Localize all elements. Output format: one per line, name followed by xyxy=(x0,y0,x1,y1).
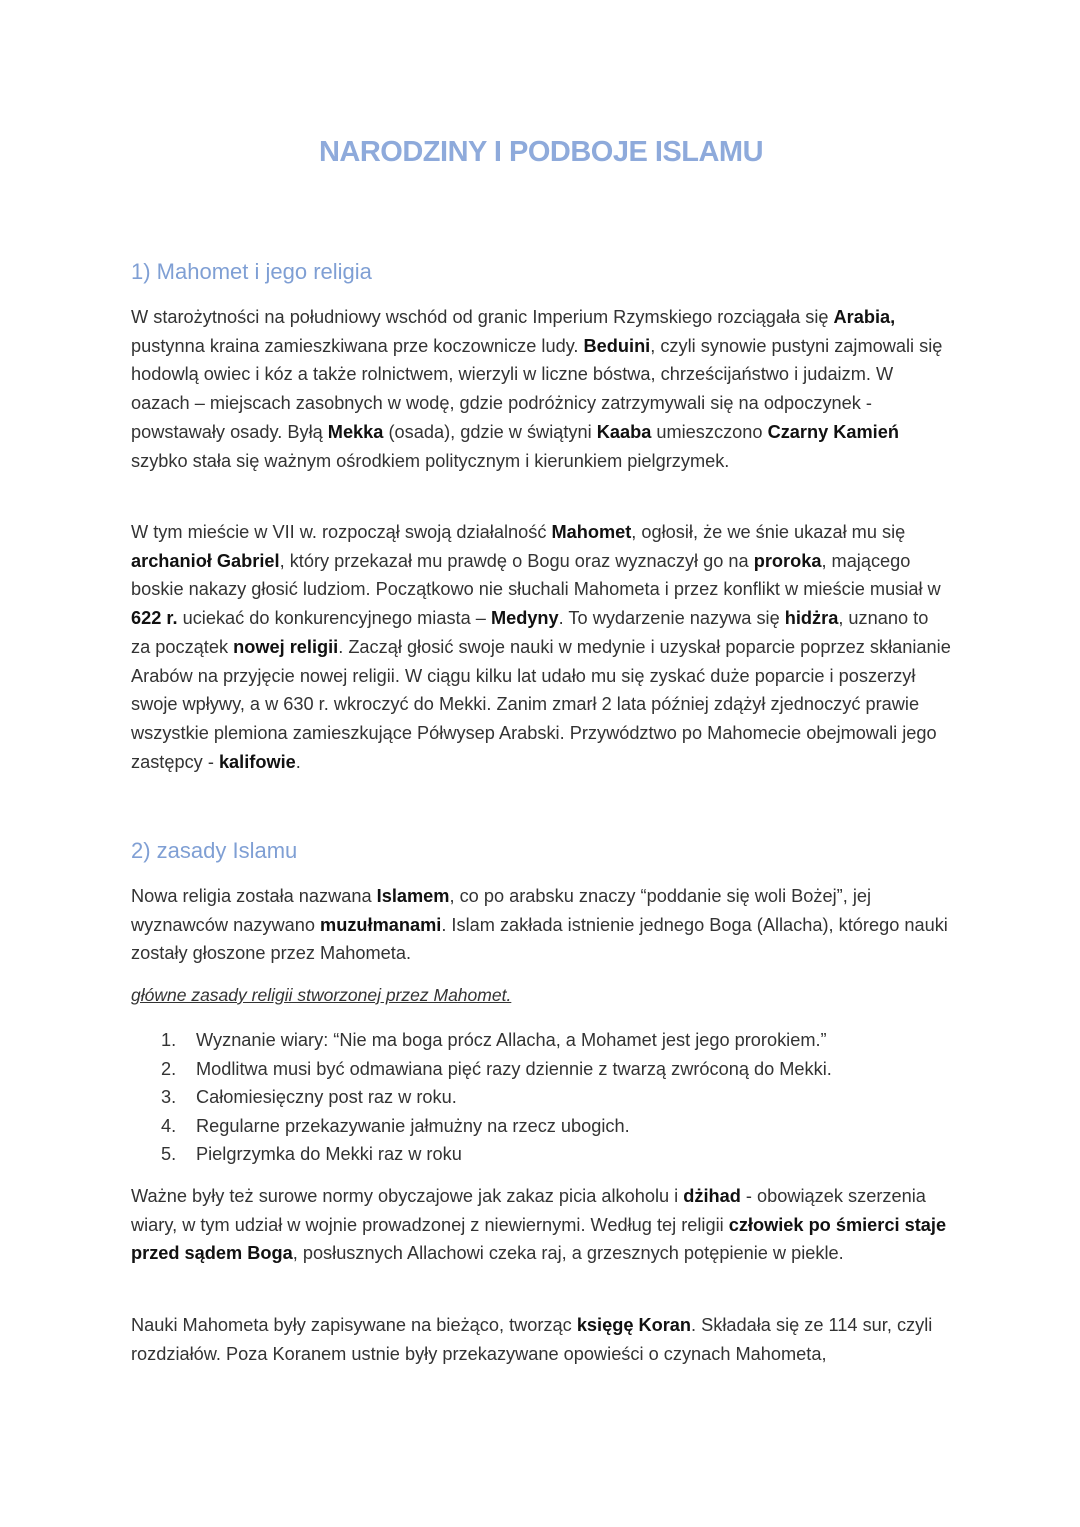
text-run: , co po arabsku znaczy “poddanie się woli Bożej”, jej wyznawców nazywano xyxy=(131,886,872,935)
section-heading-mahomet: 1) Mahomet i jego religia xyxy=(131,259,372,284)
list-number: 1. xyxy=(161,1030,177,1050)
bold-term: 622 r. xyxy=(131,608,178,629)
text-run: (osada), gdzie w świątyni xyxy=(383,421,597,442)
text-run: uciekać do konkurencyjnego miasta – xyxy=(177,608,491,629)
bold-term: Beduini xyxy=(583,335,651,356)
text-run: , uznano to za początek xyxy=(131,608,929,657)
bold-term: Medyny xyxy=(490,608,559,629)
list-number: 4. xyxy=(161,1115,177,1136)
bold-term: muzułmanami xyxy=(320,914,442,935)
list-item xyxy=(161,1026,832,1055)
list-text: Modlitwa musi być odmawiana pięć razy dziennie z twarzą zwróconą do Mekki. xyxy=(196,1058,832,1079)
rules-subtitle: główne zasady religii stworzonej przez Mahomet. xyxy=(131,985,512,1005)
list-item xyxy=(161,1055,832,1084)
text-run: , który przekazał mu prawdę o Bogu oraz wyznaczył go na xyxy=(279,550,754,571)
bold-term: dżihad xyxy=(683,1186,741,1206)
bold-term: Kaaba xyxy=(596,421,652,442)
bold-term: Czarny Kamień xyxy=(767,421,899,442)
text-run: umieszczono xyxy=(651,421,768,442)
list-text: Całomiesięczny post raz w roku. xyxy=(196,1087,457,1107)
text-run: . To wydarzenie nazywa się xyxy=(558,608,785,629)
section-heading-zasady: 2) zasady Islamu xyxy=(131,838,298,863)
bold-term: kalifowie xyxy=(218,751,296,772)
text-run: Ważne były też surowe normy obyczajowe jak zakaz picia alkoholu i xyxy=(131,1186,684,1206)
text-run: W tym mieście w VII w. rozpoczął swoją działalność xyxy=(131,522,552,542)
list-item xyxy=(161,1112,832,1141)
paragraph-mahomet xyxy=(131,518,951,776)
text-run: Nauki Mahometa były zapisywane na bieżąco, tworząc xyxy=(131,1315,577,1335)
text-run: W starożytności na południowy wschód od granic Imperium Rzymskiego rozciągała się xyxy=(131,307,834,327)
list-number: 5. xyxy=(161,1144,177,1164)
text-run: . Zaczął głosić swoje nauki w medynie i uzyskał poparcie poprzez skłanianie Arabów na przyjęcie nowej religii. W ciągu kilku lat udało mu się zyskać duże poparcie i poszerzył swoje wpływy, a w 630 r. wkroczyć do Mekki. Zanim zmarł 2 lata później zdążył zjednoczyć prawie wszystkie plemiona zamieszkujące Półwysep Arabski. Przywództwo po Mahomecie obejmowali jego zastępcy - xyxy=(131,636,951,772)
text-run: - obowiązek szerzenia wiary, w tym udział w wojnie prowadzonej z niewiernymi. Według tej religii xyxy=(131,1186,926,1235)
text-run: szybko stała się ważnym ośrodkiem politycznym i kierunkiem pielgrzymek. xyxy=(131,450,730,471)
bold-term: Mekka xyxy=(327,421,384,442)
rules-list xyxy=(161,1026,832,1169)
text-run: pustynna kraina zamieszkiwana prze koczownicze ludy. xyxy=(131,335,584,356)
bold-term: Mahomet xyxy=(551,522,632,542)
bold-term: Islamem xyxy=(376,886,450,906)
bold-term: hidżra xyxy=(784,608,839,629)
list-text: Pielgrzymka do Mekki raz w roku xyxy=(196,1144,462,1164)
paragraph-arabia xyxy=(131,303,951,475)
list-number: 3. xyxy=(161,1087,177,1107)
list-item xyxy=(161,1140,832,1169)
text-run: , posłusznych Allachowi czeka raj, a grzesznych potępienie w piekle. xyxy=(292,1243,844,1264)
paragraph-koran xyxy=(131,1311,951,1368)
bold-term: człowiek po śmierci staje przed sądem Boga xyxy=(131,1214,947,1264)
text-run: , ogłosił, że we śnie ukazał mu się xyxy=(631,522,906,542)
bold-term: nowej religii xyxy=(233,636,339,657)
text-run: . Składała się ze 114 sur, czyli rozdziałów. Poza Koranem ustnie były przekazywane opowieści o czynach Mahometa, xyxy=(131,1315,933,1364)
text-run: Nowa religia została nazwana xyxy=(131,886,377,906)
text-run: , mającego boskie nakazy głosić ludziom. Początkowo nie słuchali Mahometa i przez konflikt w mieście musiał w xyxy=(131,550,941,600)
bold-term: Arabia, xyxy=(833,307,896,327)
page-title: NARODZINY I PODBOJE ISLAMU xyxy=(318,136,764,168)
bold-term: proroka xyxy=(753,550,822,571)
list-text: Regularne przekazywanie jałmużny na rzecz ubogich. xyxy=(196,1115,630,1136)
paragraph-islam xyxy=(131,882,951,968)
bold-term: księgę Koran xyxy=(576,1315,692,1335)
text-run: , czyli synowie pustyni zajmowali się hodowlą owiec i kóz a także rolnictwem, wierzyli w liczne bóstwa, chrześcijaństwo i judaizm. W oazach – miejscach zasobnych w wodę, gdzie podróżnicy zatrzymywali się na odpoczynek - powstawały osady. Byłą xyxy=(131,335,943,442)
text-run: . xyxy=(295,751,301,772)
bold-term: archanioł Gabriel xyxy=(131,550,280,571)
list-item xyxy=(161,1083,832,1112)
list-number: 2. xyxy=(161,1058,177,1079)
list-text: Wyznanie wiary: “Nie ma boga prócz Allacha, a Mohamet jest jego prorokiem.” xyxy=(196,1030,827,1050)
paragraph-dzihad xyxy=(131,1182,951,1268)
text-run: . Islam zakłada istnienie jednego Boga (Allacha), którego nauki zostały głoszone przez Mahometa. xyxy=(131,914,948,964)
